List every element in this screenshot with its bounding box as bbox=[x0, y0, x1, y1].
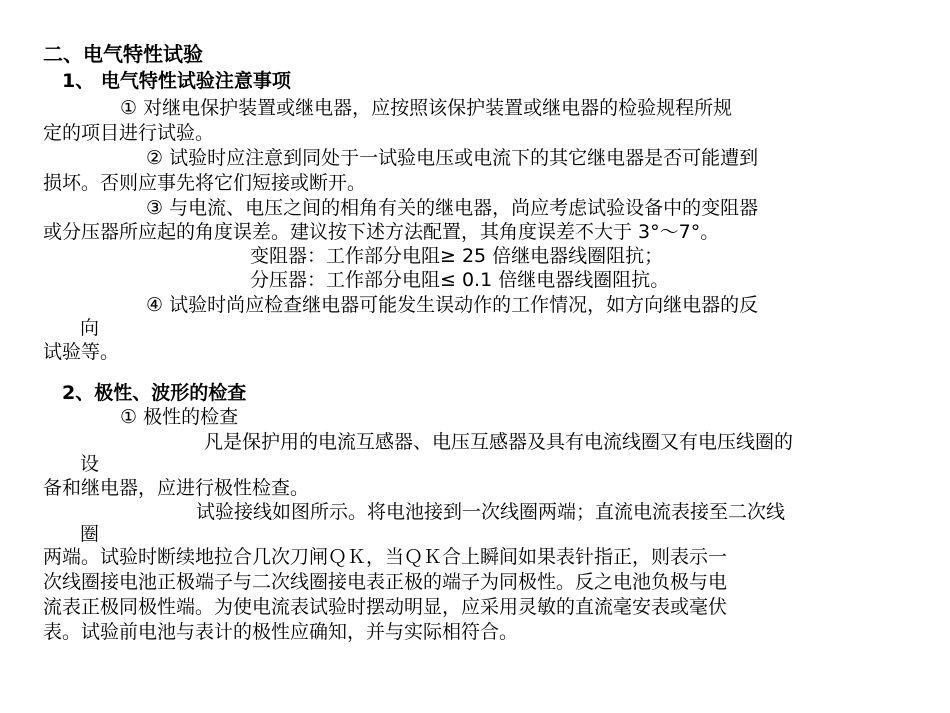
item-4-line-1: ④ 试验时尚应检查继电器可能发生误动作的工作情况，如方向继电器的反 bbox=[146, 294, 759, 316]
subsection-title-2: 2、极性、波形的检查 bbox=[62, 382, 247, 404]
item-4-line-3: 试验等。 bbox=[43, 341, 120, 363]
paragraph-2-line-3: 两端。试验时断续地拉合几次刀闸ＱＫ，当ＱＫ合上瞬间如果表针指正，则表示一 bbox=[43, 546, 728, 568]
paragraph-1-line-3: 备和继电器，应进行极性检查。 bbox=[43, 477, 310, 499]
item-1-line-1: ① 对继电保护装置或继电器，应按照该保护装置或继电器的检验规程所规 bbox=[120, 97, 733, 119]
section-title: 二、电气特性试验 bbox=[43, 42, 203, 66]
item-3-line-2: 或分压器所应起的角度误差。建议按下述方法配置，其角度误差不大于 3°～7°。 bbox=[43, 221, 720, 243]
subsection-2-item-1: ① 极性的检查 bbox=[120, 406, 239, 428]
paragraph-1-line-1: 凡是保护用的电流互感器、电压互感器及具有电流线圈又有电压线圈的 bbox=[204, 431, 794, 453]
paragraph-2-line-1: 试验接线如图所示。将电池接到一次线圈两端；直流电流表接至二次线 bbox=[196, 501, 786, 523]
paragraph-2-line-5: 流表正极同极性端。为使电流表试验时摆动明显，应采用灵敏的直流毫安表或毫伏 bbox=[43, 596, 728, 618]
item-3-rheostat-line: 变阻器：工作部分电阻≥ 25 倍继电器线圈阻抗； bbox=[250, 245, 664, 267]
paragraph-2-line-6: 表。试验前电池与表计的极性应确知，并与实际相符合。 bbox=[43, 621, 519, 643]
item-2-line-2: 损坏。否则应事先将它们短接或断开。 bbox=[43, 172, 367, 194]
paragraph-2-line-2: 圈 bbox=[80, 523, 100, 545]
paragraph-1-line-2: 设 bbox=[80, 453, 100, 475]
subsection-title-1: 1、 电气特性试验注意事项 bbox=[62, 70, 291, 92]
item-3-line-1: ③ 与电流、电压之间的相角有关的继电器，尚应考虑试验设备中的变阻器 bbox=[146, 197, 759, 219]
paragraph-2-line-4: 次线圈接电池正极端子与二次线圈接电表正极的端子为同极性。反之电池负极与电 bbox=[43, 571, 728, 593]
item-2-line-1: ② 试验时应注意到同处于一试验电压或电流下的其它继电器是否可能遭到 bbox=[146, 147, 759, 169]
item-4-line-2: 向 bbox=[80, 317, 100, 339]
item-1-line-2: 定的项目进行试验。 bbox=[43, 122, 215, 144]
item-3-divider-line: 分压器：工作部分电阻≤ 0.1 倍继电器线圈阻抗。 bbox=[250, 269, 670, 291]
